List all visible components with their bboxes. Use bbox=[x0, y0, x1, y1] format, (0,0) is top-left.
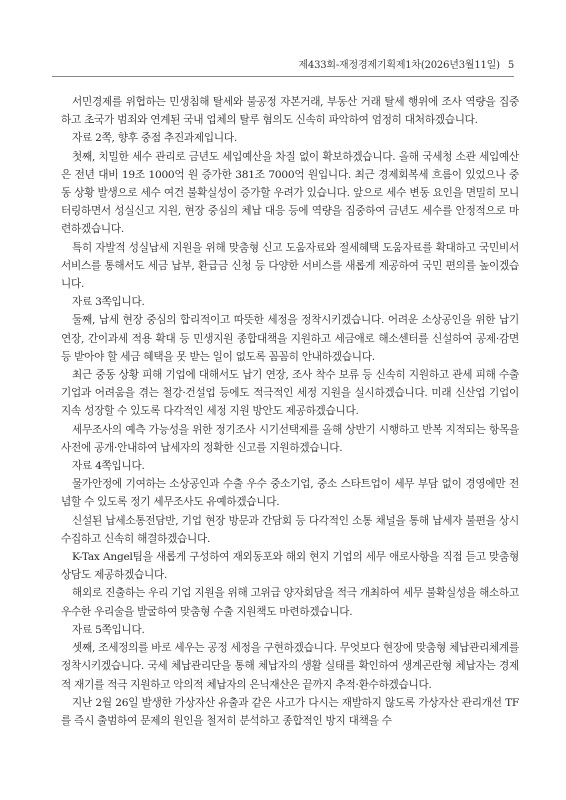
page-header bbox=[298, 56, 514, 71]
page-number: 5 bbox=[507, 60, 514, 71]
paragraph: 자료 2쪽, 향후 중점 추진과제입니다. bbox=[72, 132, 237, 145]
paragraph: 해외로 진출하는 우리 기업 지원을 위해 고위급 양자회담을 적극 개최하여 세무 불확실성을 해소하고 우수한 우리술을 발굴하여 맞춤형 수출 지원책도 마련하겠습니다. bbox=[61, 587, 519, 618]
document-body bbox=[61, 93, 519, 730]
paragraph: 특히 자발적 성실납세 지원을 위해 맞춤형 신고 도움자료와 절세혜택 도움자료를 확대하고 국민비서 서비스를 통해서도 세금 납부, 환급금 신청 등 다양한 서비스를 새롭게 제공하여 국민 편의를 높이겠습니다. bbox=[61, 241, 519, 291]
paragraph: 신설된 납세소통전담반, 기업 현장 방문과 간담회 등 다각적인 소통 채널을 통해 납세자 불편을 상시 수집하고 신속히 해결하겠습니다. bbox=[61, 514, 519, 545]
paragraph: 최근 중동 상황 피해 기업에 대해서도 납기 연장, 조사 착수 보류 등 신속히 지원하고 관세 피해 수출기업과 어려움을 겪는 철강·건설업 등에도 적극적인 세정 지원을 실시하겠습니다. 미래 신산업 기업이 지속 성장할 수 있도록 다각적인 세정 지원 방안도 제공하겠습니다. bbox=[61, 369, 519, 418]
paragraph: 첫째, 치밀한 세수 관리로 금년도 세입예산을 차질 없이 확보하겠습니다. 올해 국세청 소관 세입예산은 전년 대비 19조 1000억 원 증가한 381조 7000억 원입니다. 최근 경제회복세 흐름이 있었으나 중동 상황 발생으로 세수 여건 불확실성이 증가할 우려가 있습니다. 앞으로 세수 변동 요인을 면밀히 모니터링하면서 성실신고 지원, 현장 중심의 체납 대응 등에 역량을 집중하여 금년도 세수를 안정적으로 마련하겠습니다. bbox=[61, 150, 519, 236]
paragraph: 지난 2월 26일 발생한 가상자산 유출과 같은 사고가 다시는 재발하지 않도록 가상자산 관리개선 TF를 즉시 출범하여 문제의 원인을 철저히 분석하고 종합적인 방지 대책을 수 bbox=[61, 696, 519, 727]
paragraph: 자료 4쪽입니다. bbox=[72, 460, 145, 473]
paragraph: K-Tax Angel팀을 새롭게 구성하여 재외동포와 해외 현지 기업의 세무 애로사항을 직접 듣고 맞춤형 상담도 제공하겠습니다. bbox=[61, 551, 519, 582]
paragraph: 자료 5쪽입니다. bbox=[72, 623, 145, 636]
paragraph: 세무조사의 예측 가능성을 위한 정기조사 시기선택제를 올해 상반기 시행하고 반복 지적되는 항목을 사전에 공개·안내하여 납세자의 정확한 신고를 지원하겠습니다. bbox=[61, 423, 519, 454]
paragraph: 물가안정에 기여하는 소상공인과 수출 우수 중소기업, 중소 스타트업이 세무 부담 없이 경영에만 전념할 수 있도록 정기 세무조사도 유예하겠습니다. bbox=[61, 478, 519, 509]
paragraph: 둘째, 납세 현장 중심의 합리적이고 따뜻한 세정을 정착시키겠습니다. 어려운 소상공인을 위한 납기 연장, 간이과세 적용 확대 등 민생지원 종합대책을 지원하고 세금애로 해소센터를 신설하여 공제·감면 등 받아야 할 세금 혜택을 못 받는 일이 없도록 꼼꼼히 안내하겠습니다. bbox=[61, 314, 519, 363]
session-title: 제433회-재정경제기획제1차(2026년3월11일) bbox=[298, 60, 500, 71]
header-rule bbox=[52, 76, 514, 77]
paragraph: 서민경제를 위협하는 민생침해 탈세와 불공정 자본거래, 부동산 거래 탈세 행위에 조사 역량을 집중하고 초국가 범죄와 연계된 국내 업체의 탈루 혐의도 신속히 파악하여 엄정히 대처하겠습니다. bbox=[61, 96, 519, 127]
paragraph: 자료 3쪽입니다. bbox=[72, 296, 145, 309]
paragraph: 셋째, 조세정의를 바로 세우는 공정 세정을 구현하겠습니다. 무엇보다 현장에 맞춤형 체납관리체계를 정착시키겠습니다. 국세 체납관리단을 통해 체납자의 생활 실태를 확인하여 생계곤란형 체납자는 경제적 재기를 적극 지원하고 악의적 체납자의 은닉재산은 끝까지 추적·환수하겠습니다. bbox=[61, 642, 519, 691]
